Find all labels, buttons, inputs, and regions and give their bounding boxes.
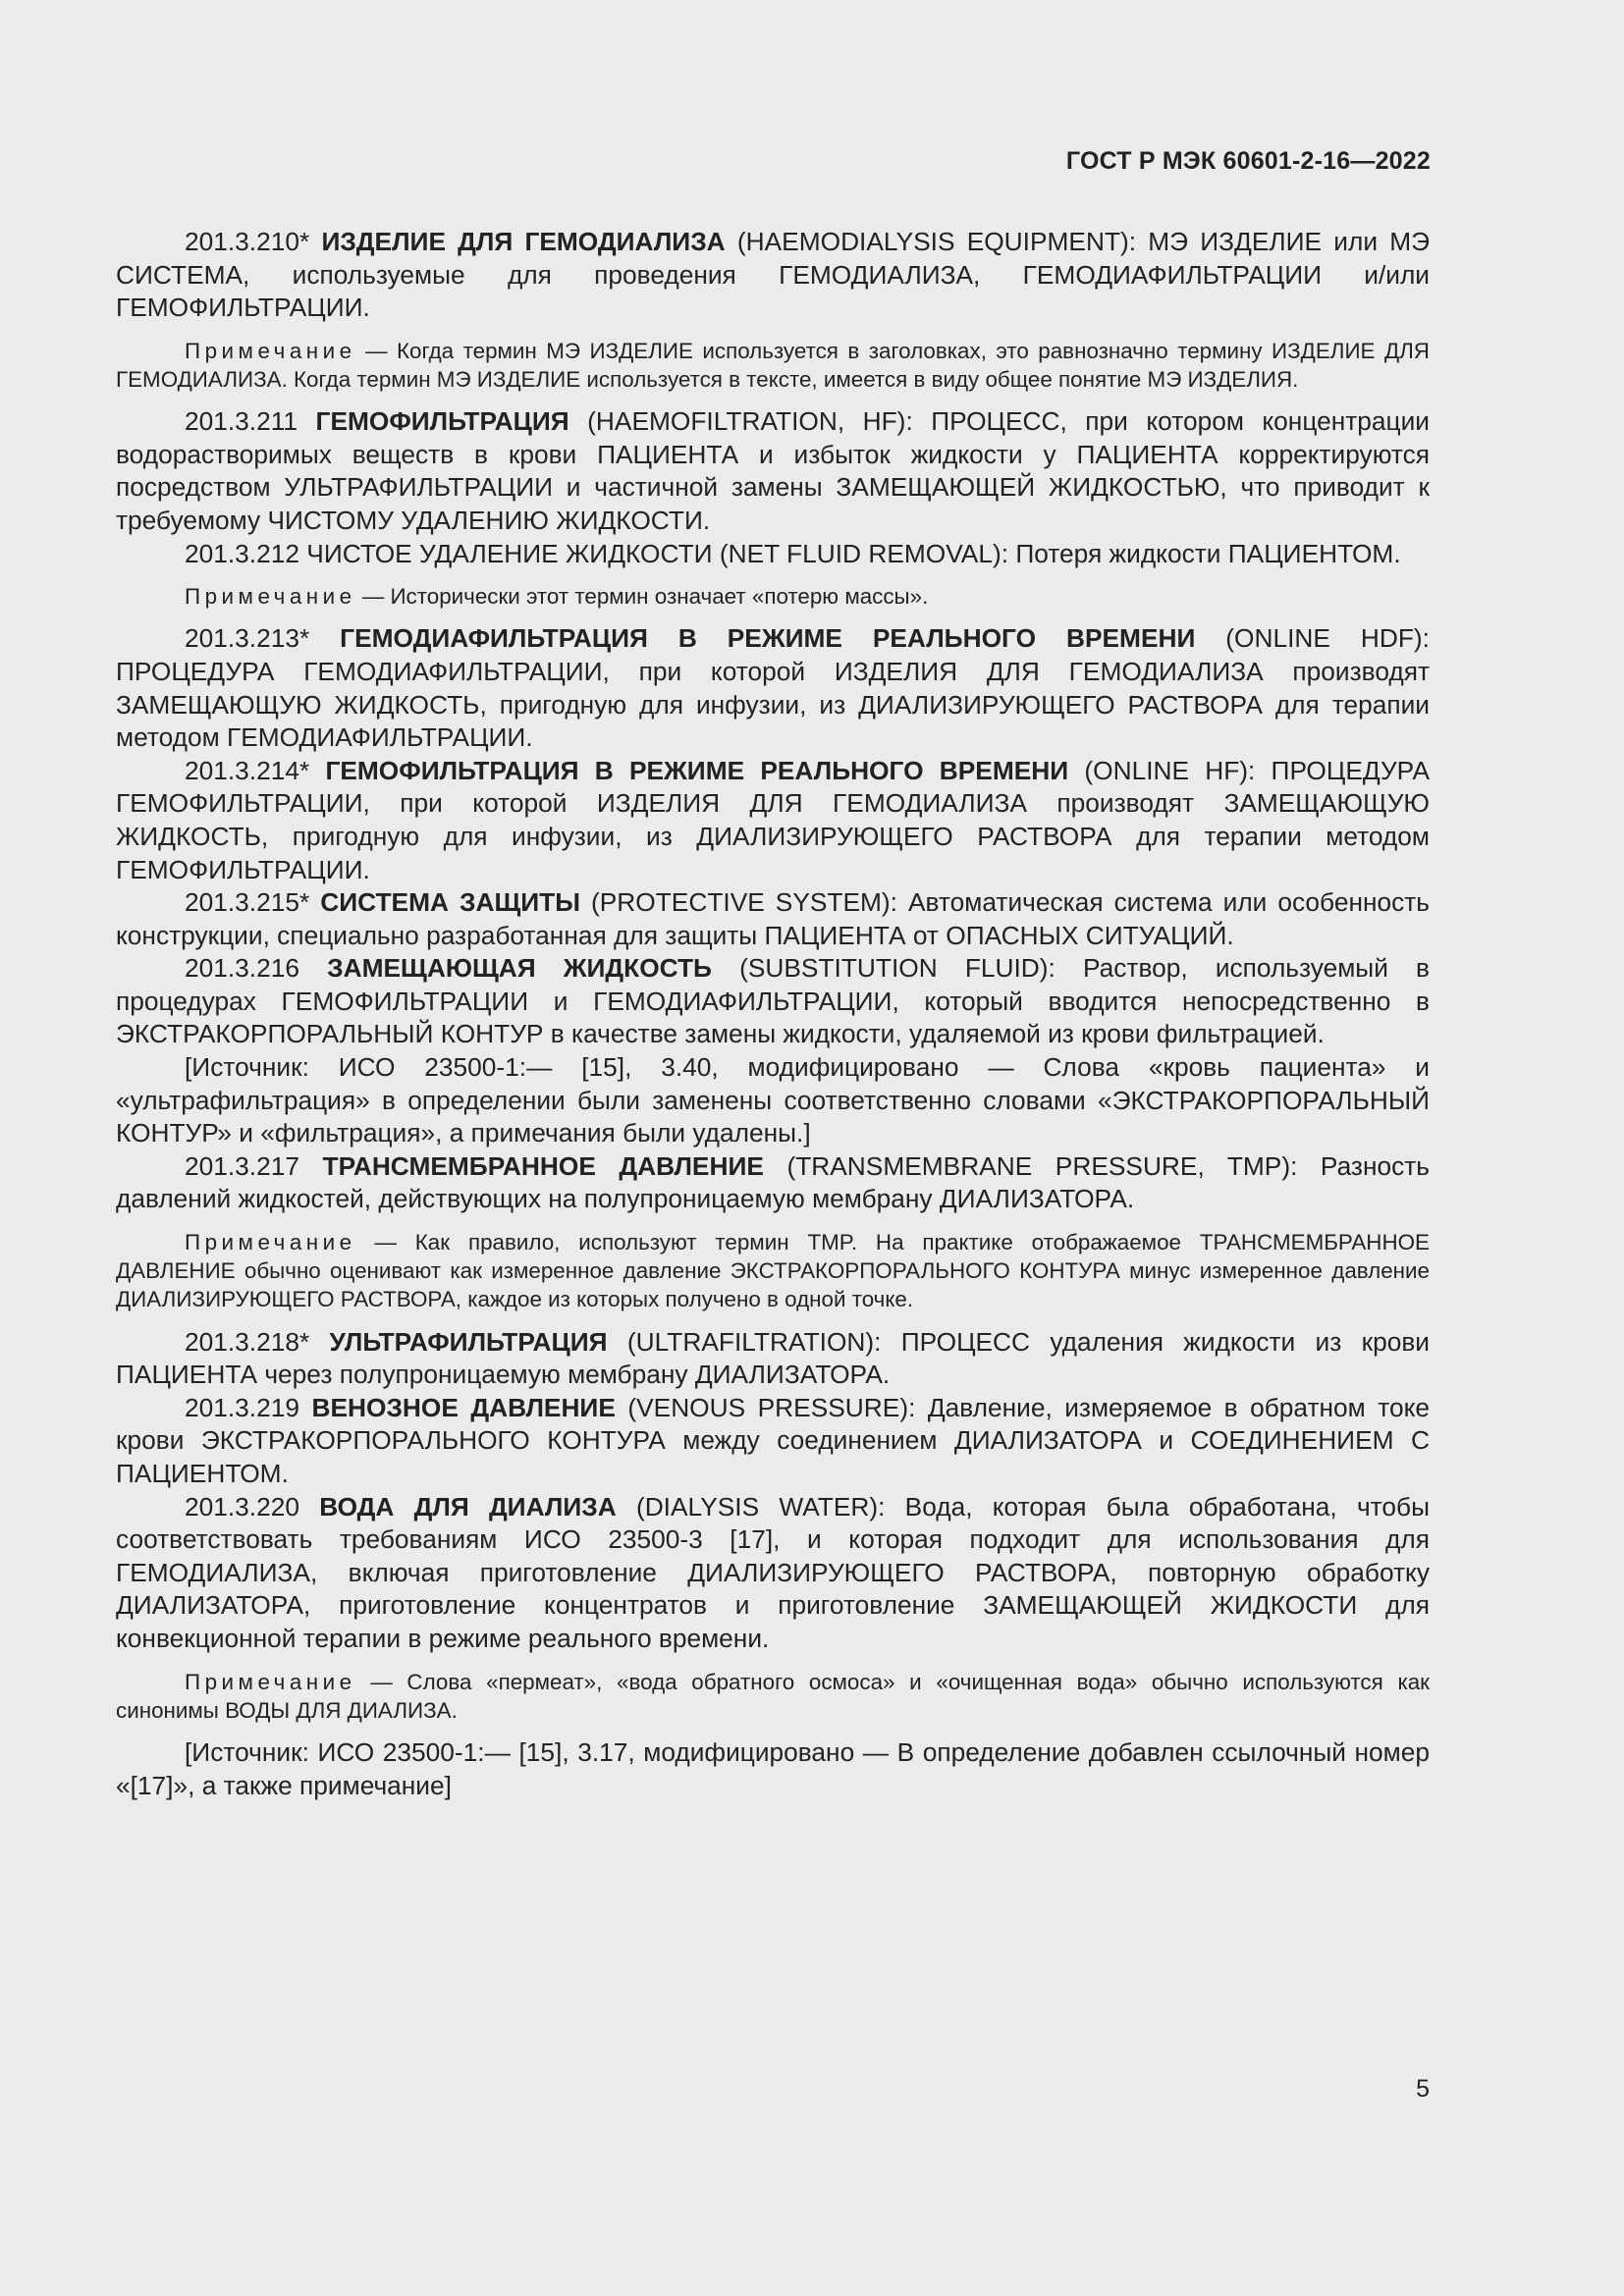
term: ГЕМОФИЛЬТРАЦИЯ bbox=[315, 406, 569, 437]
definition-text: (SUBSTITUTION FLUID): Раствор, используемый в процедурах ГЕМОФИЛЬТРАЦИИ и ГЕМОДИАФИЛЬТРАЦИИ, который вводится непосредственно в ЭКСТРАКОРПОРАЛЬНЫЙ КОНТУР в качестве замены жидкости, удаляемой из крови фильтрацией. bbox=[116, 953, 1430, 1049]
note-text: — Исторически этот термин означает «потерю массы». bbox=[361, 584, 929, 610]
definition-201-3-215 bbox=[116, 886, 1430, 952]
definition-text: (ULTRAFILTRATION): ПРОЦЕСС удаления жидкости из крови ПАЦИЕНТА через полупроницаемую мембрану ДИАЛИЗАТОРА. bbox=[116, 1326, 1430, 1390]
clause-number: 201.3.217 bbox=[185, 1150, 299, 1181]
definition-text: (VENOUS PRESSURE): Давление, измеряемое в обратном токе крови ЭКСТРАКОРПОРАЛЬНОГО КОНТУРА между соединением ДИАЛИЗАТОРА и СОЕДИНЕНИЕМ С ПАЦИЕНТОМ. bbox=[116, 1392, 1431, 1489]
document-code-header: ГОСТ Р МЭК 60601-2-16—2022 bbox=[1065, 147, 1431, 175]
clause-number: 201.3.215* bbox=[185, 887, 310, 918]
clause-number: 201.3.214* bbox=[185, 755, 310, 785]
definition-201-3-220 bbox=[116, 1491, 1430, 1656]
document-body bbox=[116, 226, 1430, 1802]
note-label: Примечание bbox=[185, 1230, 356, 1255]
note-label: Примечание bbox=[185, 338, 356, 363]
term: ГЕМОДИАФИЛЬТРАЦИЯ В РЕЖИМЕ РЕАЛЬНОГО ВРЕМЕНИ bbox=[340, 623, 1196, 654]
note-text: — Когда термин МЭ ИЗДЕЛИЕ используется в заголовках, это равнозначно термину ИЗДЕЛИЕ ДЛЯ ГЕМОДИАЛИЗА. Когда термин МЭ ИЗДЕЛИЕ используется в тексте, имеется в виду общее понятие МЭ ИЗДЕЛИЯ. bbox=[116, 338, 1430, 392]
source-text: [Источник: ИСО 23500-1:— [15], 3.17, модифицировано — В определение добавлен ссылочный номер «[17]», а также примечание] bbox=[116, 1737, 1430, 1800]
source-text: [Источник: ИСО 23500-1:— [15], 3.40, модифицировано — Слова «кровь пациента» и «ультрафильтрация» в определении были заменены соответственно словами «ЭКСТРАКОРПОРАЛЬНЫЙ КОНТУР» и «фильтрация», а примечания были удалены.] bbox=[116, 1052, 1430, 1148]
clause-number: 201.3.213* bbox=[185, 623, 310, 654]
definition-text: (HAEMODIALYSIS EQUIPMENT): МЭ ИЗДЕЛИЕ или МЭ СИСТЕМА, используемые для проведения ГЕМОДИАЛИЗА, ГЕМОДИАФИЛЬТРАЦИИ и/или ГЕМОФИЛЬТРАЦИИ. bbox=[116, 227, 1431, 323]
source-citation bbox=[116, 1736, 1430, 1802]
definition-text: (DIALYSIS WATER): Вода, которая была обработана, чтобы соответствовать требованиям ИСО 23500-3 [17], и которая подходит для использования для ГЕМОДИАЛИЗА, включая приготовление ДИАЛИЗИРУЮЩЕГО РАСТВОРА, повторную обработку ДИАЛИЗАТОРА, приготовление концентратов и приготовление ЗАМЕЩАЮЩЕЙ ЖИДКОСТИ для конвекционной терапии в режиме реального времени. bbox=[116, 1491, 1430, 1653]
definition-201-3-212 bbox=[116, 538, 1430, 571]
note-label: Примечание bbox=[185, 1669, 356, 1694]
clause-number: 201.3.211 bbox=[185, 406, 298, 437]
term: ГЕМОФИЛЬТРАЦИЯ В РЕЖИМЕ РЕАЛЬНОГО ВРЕМЕНИ bbox=[325, 755, 1069, 785]
term: ИЗДЕЛИЕ ДЛЯ ГЕМОДИАЛИЗА bbox=[321, 227, 726, 256]
definition-201-3-217 bbox=[116, 1150, 1430, 1216]
clause-number: 201.3.219 bbox=[185, 1392, 299, 1422]
definition-201-3-218 bbox=[116, 1326, 1430, 1392]
clause-number: 201.3.216 bbox=[185, 953, 299, 984]
term: СИСТЕМА ЗАЩИТЫ bbox=[320, 887, 580, 918]
definition-text: (ONLINE HF): ПРОЦЕДУРА ГЕМОФИЛЬТРАЦИИ, при которой ИЗДЕЛИЯ ДЛЯ ГЕМОДИАЛИЗА производят ЗАМЕЩАЮЩУЮ ЖИДКОСТЬ, пригодную для инфузии, из ДИАЛИЗИРУЮЩЕГО РАСТВОРА для терапии методом ГЕМОФИЛЬТРАЦИИ. bbox=[116, 755, 1430, 884]
term: ВЕНОЗНОЕ ДАВЛЕНИЕ bbox=[311, 1392, 616, 1422]
note bbox=[116, 1228, 1430, 1314]
definition-201-3-211 bbox=[116, 405, 1430, 537]
term: ВОДА ДЛЯ ДИАЛИЗА bbox=[319, 1491, 617, 1522]
note-text: — Слова «пермеат», «вода обратного осмоса» и «очищенная вода» обычно используются как синонимы ВОДЫ ДЛЯ ДИАЛИЗА. bbox=[116, 1669, 1430, 1723]
term: УЛЬТРАФИЛЬТРАЦИЯ bbox=[329, 1326, 608, 1357]
definition-201-3-214 bbox=[116, 755, 1430, 886]
definition-text: (ONLINE HDF): ПРОЦЕДУРА ГЕМОДИАФИЛЬТРАЦИИ, при которой ИЗДЕЛИЯ ДЛЯ ГЕМОДИАЛИЗА производят ЗАМЕЩАЮЩУЮ ЖИДКОСТЬ, пригодную для инфузии, из ДИАЛИЗИРУЮЩЕГО РАСТВОРА для терапии методом ГЕМОДИАФИЛЬТРАЦИИ. bbox=[116, 623, 1430, 753]
clause-number: 201.3.210* bbox=[185, 227, 310, 256]
definition-text: 201.3.212 ЧИСТОЕ УДАЛЕНИЕ ЖИДКОСТИ (NET FLUID REMOVAL): Потеря жидкости ПАЦИЕНТОМ. bbox=[185, 538, 1401, 568]
definition-text: (HAEMOFILTRATION, HF): ПРОЦЕСС, при котором концентрации водорастворимых веществ в крови ПАЦИЕНТА и избыток жидкости у ПАЦИЕНТА корректируются посредством УЛЬТРАФИЛЬТРАЦИИ и частичной замены ЗАМЕЩАЮЩЕЙ ЖИДКОСТЬЮ, что приводит к требуемому ЧИСТОМУ УДАЛЕНИЮ ЖИДКОСТИ. bbox=[116, 406, 1430, 535]
definition-201-3-216 bbox=[116, 952, 1430, 1051]
note-text: — Как правило, используют термин TMP. На практике отображаемое ТРАНСМЕМБРАННОЕ ДАВЛЕНИЕ обычно оценивают как измеренное давление ЭКСТРАКОРПОРАЛЬНОГО КОНТУРА минус измеренное давление ДИАЛИЗИРУЮЩЕГО РАСТВОРА, каждое из которых получено в одной точке. bbox=[116, 1230, 1430, 1312]
note bbox=[116, 582, 1430, 611]
definition-201-3-210 bbox=[116, 226, 1430, 325]
page-number: 5 bbox=[1416, 2075, 1430, 2103]
definition-text: (TRANSMEMBRANE PRESSURE, TMP): Разность давлений жидкостей, действующих на полупроницаемую мембрану ДИАЛИЗАТОРА. bbox=[116, 1150, 1431, 1214]
definition-201-3-219 bbox=[116, 1392, 1430, 1491]
note bbox=[116, 1668, 1430, 1725]
term: ТРАНСМЕМБРАННОЕ ДАВЛЕНИЕ bbox=[322, 1150, 764, 1181]
definition-201-3-213 bbox=[116, 622, 1430, 754]
note bbox=[116, 337, 1430, 394]
term: ЗАМЕЩАЮЩАЯ ЖИДКОСТЬ bbox=[327, 953, 712, 984]
definition-text: (PROTECTIVE SYSTEM): Автоматическая система или особенность конструкции, специально разработанная для защиты ПАЦИЕНТА от ОПАСНЫХ СИТУАЦИЙ. bbox=[116, 887, 1431, 950]
clause-number: 201.3.220 bbox=[185, 1491, 299, 1522]
source-citation bbox=[116, 1051, 1430, 1150]
clause-number: 201.3.218* bbox=[185, 1326, 310, 1357]
note-label: Примечание bbox=[185, 584, 356, 610]
